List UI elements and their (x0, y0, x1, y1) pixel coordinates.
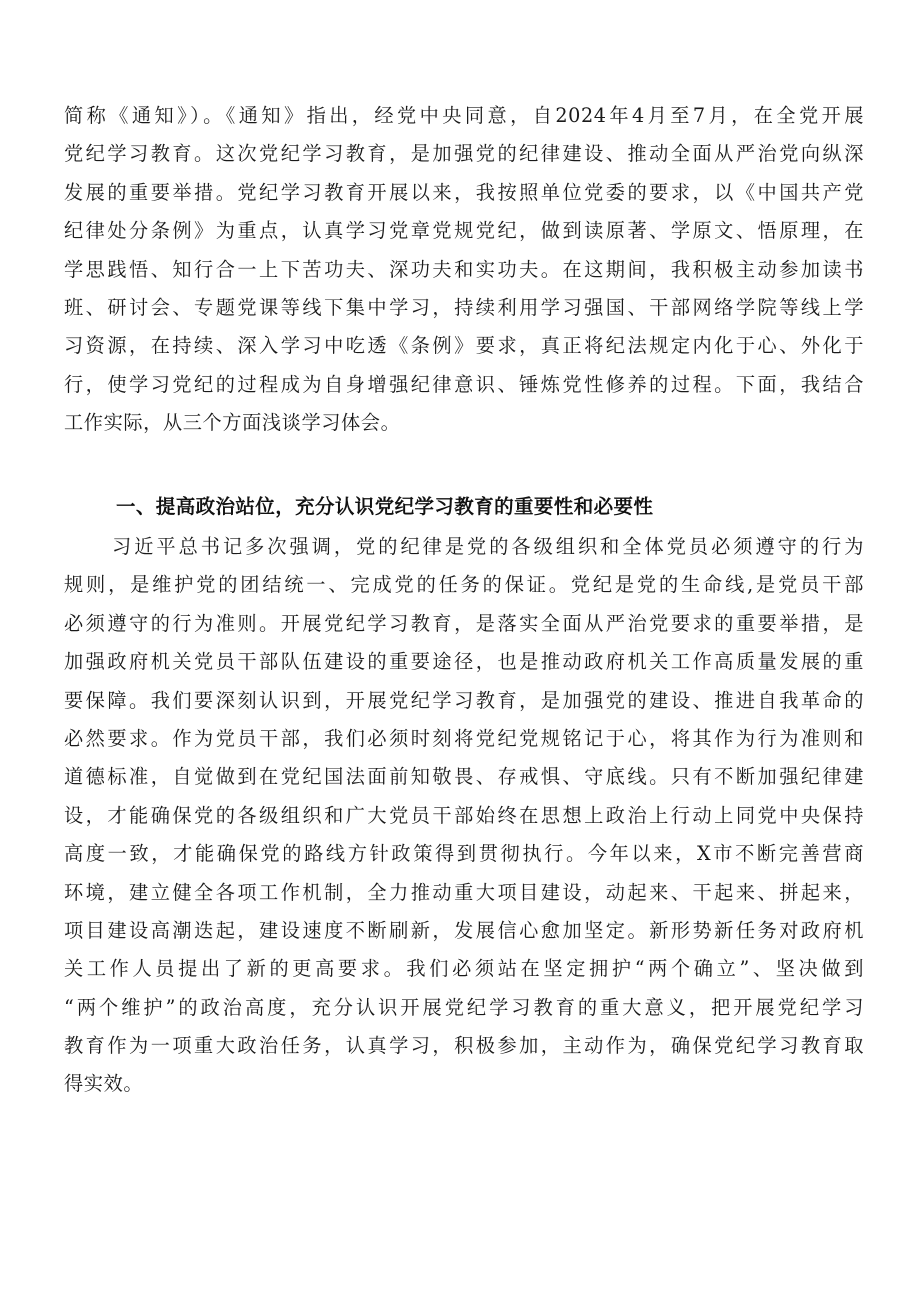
text-line: 工作实际，从三个方面浅谈学习体会。 (64, 411, 401, 435)
text-line: 行，使学习党纪的过程成为自身增强纪律意识、锤炼党性修养的过程。下面，我结合 (64, 372, 864, 396)
text-line: 发展的重要举措。党纪学习教育开展以来，我按照单位党委的要求，以《中国共产党 (64, 180, 864, 204)
text-line: 必然要求。作为党员干部，我们必须时刻将党纪党规铭记于心，将其作为行为准则和 (64, 726, 864, 750)
text-line: 得实效。 (64, 1072, 144, 1096)
text-line: 习近平总书记多次强调，党的纪律是党的各级组织和全体党员必须遵守的行为 (112, 535, 864, 558)
text-line: 项目建设高潮迭起，建设速度不断刷新，发展信心愈加坚定。新形势新任务对政府机 (64, 918, 864, 942)
text-line: 学思践悟、知行合一上下苦功夫、深功夫和实功夫。在这期间，我积极主动参加读书 (64, 257, 864, 281)
text-line: 设，才能确保党的各级组织和广大党员干部始终在思想上政治上行动上同党中央保持 (64, 803, 864, 827)
text-line: 简称《通知》）。《通知》指出，经党中央同意，自2024年4月至7月，在全党开展 (64, 104, 864, 127)
text-line: 高度一致，才能确保党的路线方针政策得到贯彻执行。今年以来，X市不断完善营商 (64, 842, 864, 866)
text-line: 必须遵守的行为准则。开展党纪学习教育，是落实全面从严治党要求的重要举措，是 (64, 611, 864, 635)
text-line: 习资源，在持续、深入学习中吃透《条例》要求，真正将纪法规定内化于心、外化于 (64, 334, 864, 358)
paragraph-section-1 (64, 528, 864, 1104)
text-line: 道德标准，自觉做到在党纪国法面前知敬畏、存戒惧、守底线。只有不断加强纪律建 (64, 765, 864, 789)
text-line: 纪律处分条例》为重点，认真学习党章党规党纪，做到读原著、学原文、悟原理，在 (64, 219, 864, 243)
text-line: 党纪学习教育。这次党纪学习教育，是加强党的纪律建设、推动全面从严治党向纵深 (64, 142, 864, 166)
text-line: 教育作为一项重大政治任务，认真学习，积极参加，主动作为，确保党纪学习教育取 (64, 1034, 864, 1058)
text-line: “两个维护”的政治高度，充分认识开展党纪学习教育的重大意义，把开展党纪学习 (64, 995, 864, 1019)
text-line: 规则，是维护党的团结统一、完成党的任务的保证。党纪是党的生命线,是党员干部 (64, 573, 864, 597)
section-heading: 一、提高政治站位，充分认识党纪学习教育的重要性和必要性 (116, 495, 654, 518)
paragraph-intro (64, 97, 864, 443)
text-line: 关工作人员提出了新的更高要求。我们必须站在坚定拥护“两个确立”、坚决做到 (64, 957, 864, 981)
text-line: 要保障。我们要深刻认识到，开展党纪学习教育，是加强党的建设、推进自我革命的 (64, 688, 864, 712)
text-line: 班、研讨会、专题党课等线下集中学习，持续利用学习强国、干部网络学院等线上学 (64, 295, 864, 319)
text-line: 加强政府机关党员干部队伍建设的重要途径，也是推动政府机关工作高质量发展的重 (64, 650, 864, 674)
text-line: 环境，建立健全各项工作机制，全力推动重大项目建设，动起来、干起来、拼起来， (64, 880, 864, 904)
